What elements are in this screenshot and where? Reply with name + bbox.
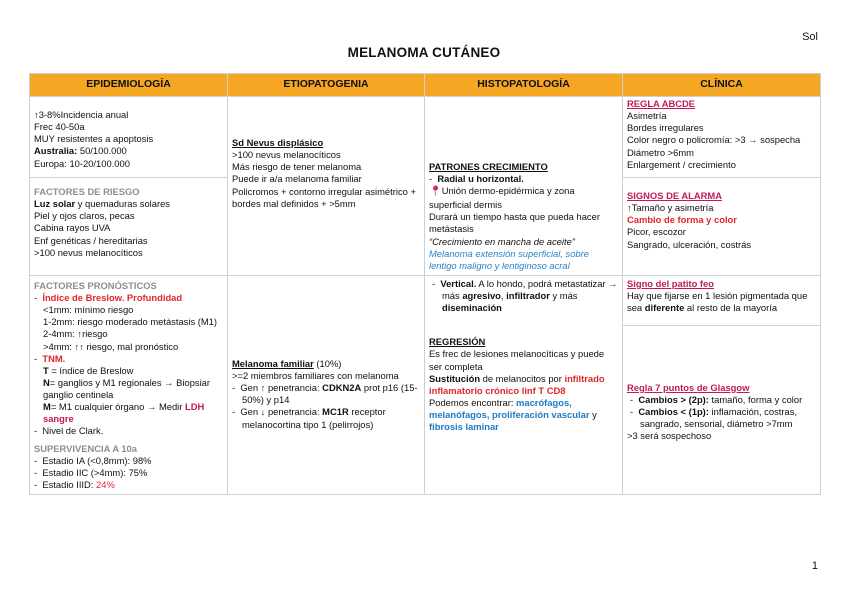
etio-gen2-rest: receptor melanocortina tipo 1 (pelirrojos) [242, 406, 386, 430]
etio-mf-title: Melanoma familiar [232, 357, 314, 369]
header-epidemiologia: EPIDEMIOLOGÍA [30, 74, 228, 97]
row-bottom [30, 275, 821, 325]
epi-sv2: Estadio IIC (>4mm): 75% [42, 466, 148, 478]
epi-breslow: - Índice de Breslow. Profundidad [34, 292, 183, 304]
etio-gen2: Gen ↓ penetrancia: [240, 406, 323, 418]
epi-line: ↑3-8%Incidencia anual [34, 109, 129, 120]
epi-sv3-value: 24% [96, 478, 115, 490]
etio-mf-heading [232, 358, 420, 370]
epi-tnm: - TNM. [34, 352, 66, 364]
histo-line: Durará un tiempo hasta que pueda hacer metástasis [429, 211, 600, 235]
histo-vertical-label: Vertical. [440, 277, 477, 289]
cell-epi-riesgo [30, 178, 228, 276]
clin-sa-title: SIGNOS DE ALARMA [627, 190, 722, 202]
clin-pf-desc: Hay que fijarse en 1 lesión pigmentada que sea [627, 290, 808, 314]
etio-sd-title: Sd Nevus displásico [232, 137, 324, 148]
histo-sust-rest: de melanocitos por [480, 372, 565, 384]
epi-clark: - Nivel de Clark. [34, 425, 104, 437]
row-top [30, 97, 821, 178]
histo-infiltrado: infiltrado inflamatorio crónico linf T CD8 [429, 372, 605, 396]
epi-luz-solar-rest: y quemaduras solares [75, 198, 170, 210]
page-title: MELANOMA CUTÁNEO [347, 45, 501, 60]
clin-line: Picor, escozor [627, 226, 686, 238]
epi-sv1: Estadio IA (<0,8mm): 98% [42, 454, 152, 466]
clin-line: ↑Tamaño y asimetría [627, 202, 714, 214]
epi-line: 2-4mm: ↑riesgo [43, 328, 108, 340]
etio-gen1-rest: prot p16 (15-50%) y p14 [242, 382, 418, 406]
histo-line: Es frec de lesiones melanocíticas y puede ser completa [429, 348, 605, 372]
clin-pf-rest: al resto de la mayoría [684, 302, 778, 314]
histo-sustitucion: Sustitución [429, 372, 481, 384]
clin-line: Cambio de forma y color [627, 214, 737, 226]
cell-clin-alarma [623, 178, 821, 276]
epi-t-desc: = índice de Breslow [48, 364, 134, 376]
histo-radial: - Radial u horizontal. [429, 173, 524, 185]
histo-line: Melanoma extensión superficial, sobre lentigo maligno y lentiginoso acral [429, 247, 589, 271]
clin-line: Sangrado, ulceración, costrás [627, 238, 752, 250]
histo-line: “Crecimiento en mancha de aceite” [429, 235, 575, 247]
histo-agresivo: agresivo [462, 290, 501, 302]
clin-line: Asimetría [627, 110, 667, 122]
cell-epi-incidence [30, 97, 228, 178]
histo-reg-title: REGRESIÓN [429, 336, 486, 348]
epi-tnm-label: TNM. [42, 352, 66, 364]
clin-line: Diámetro >6mm [627, 146, 694, 158]
clin-gl2-desc: inflamación, costras, sangrado, sensorial, diámetro >7mm [640, 406, 797, 430]
histo-comma: , [500, 290, 507, 302]
epi-t-label: T [43, 364, 49, 376]
pin-icon: 📍︎ [429, 186, 442, 198]
histo-podemos: Podemos encontrar: [429, 396, 517, 408]
cell-clin-abcde [623, 97, 821, 178]
cell-clin-glasgow [623, 325, 821, 494]
clin-gl-item: - Cambios < (1p): inflamación, costras, sangrado, sensorial, diámetro >7mm [630, 406, 797, 430]
header-histopatologia: HISTOPATOLOGÍA [425, 74, 623, 97]
epi-n-desc: = ganglios y M1 regionales → Biopsiar ganglio centinela [43, 376, 211, 401]
epi-line: >4mm: ↑↑ riesgo, mal pronóstico [43, 340, 179, 352]
header-etiopatogenia: ETIOPATOGENIA [228, 74, 425, 97]
histo-vertical: - Vertical. A lo hondo, podrá metastatizar → más agresivo, infiltrador y más diseminación [432, 277, 618, 314]
epi-rf-title: FACTORES DE RIESGO [34, 186, 140, 198]
epi-sv3: Estadio IIID: [42, 478, 97, 490]
histo-pc-title: PATRONES CRECIMIENTO [429, 161, 548, 172]
epi-ldh: LDH sangre [43, 401, 205, 425]
epi-line [34, 145, 223, 157]
epi-line: Enf genéticas / hereditarias [34, 234, 148, 246]
clin-line: Enlargement / crecimiento [627, 158, 736, 170]
clin-line: >3 será sospechoso [627, 430, 712, 442]
epi-line: 1-2mm: riesgo moderado metástasis (M1) [43, 316, 218, 328]
cell-histo-vertical [425, 275, 623, 494]
epi-m-label: M [43, 401, 51, 413]
etio-line: Policromos + contorno irregular asimétrico + bordes mal definidos + >5mm [232, 185, 416, 209]
etio-gen-item: - Gen ↑ penetrancia: CDKN2A prot p16 (15-50%) y p14 [232, 382, 418, 406]
cell-etio-nevus [228, 97, 425, 276]
epi-m-desc: = M1 cualquier órgano → Medir [50, 401, 185, 413]
epi-line: Cabina rayos UVA [34, 222, 111, 234]
epi-sv-item: - Estadio IIID: 24% [34, 478, 115, 490]
clin-gl1-label: Cambios > (2p): [638, 393, 709, 405]
clin-gl1-desc: tamaño, forma y color [708, 393, 803, 405]
etio-gen1: Gen ↑ penetrancia: [240, 382, 323, 394]
etio-cdkn2a: CDKN2A [322, 382, 362, 394]
cell-clin-patito [623, 275, 821, 325]
epi-line: Piel y ojos claros, pecas [34, 210, 135, 222]
epi-line [34, 198, 223, 210]
header-row [30, 74, 821, 97]
epi-profundidad: Profundidad [124, 292, 183, 304]
epi-australia-value: 50/100.000 [77, 145, 127, 157]
clin-gl-title: Regla 7 puntos de Glasgow [627, 381, 750, 393]
epi-sv-title: SUPERVIVENCIA A 10a [34, 442, 137, 454]
clin-line [627, 290, 816, 314]
epi-clark-label: Nivel de Clark. [42, 425, 104, 437]
epi-sv-item: - Estadio IA (<0,8mm): 98% [34, 454, 152, 466]
histo-radial-label: Radial u horizontal. [437, 173, 524, 185]
epi-line: Europa: 10-20/100.000 [34, 157, 130, 169]
epi-line: >100 nevus melanocíticos [34, 246, 143, 258]
clin-line: Bordes irregulares [627, 122, 704, 134]
histo-radial-desc: Unión dermo-epidérmica y zona superficial dermis [429, 185, 575, 211]
clin-line: Color negro o policromía: >3 → sospecha [627, 134, 801, 146]
epi-line: MUY resistentes a apoptosis [34, 133, 154, 145]
histo-fibrosis: fibrosis laminar [429, 421, 499, 433]
histo-diseminacion: diseminación [442, 302, 502, 314]
epi-line [34, 401, 223, 425]
clin-abcde-title: REGLA ABCDE [627, 98, 696, 109]
epi-breslow-label: Índice de Breslow. [42, 292, 125, 304]
author-name: Sol [802, 31, 818, 43]
etio-line: Más riesgo de tener melanoma [232, 161, 362, 173]
etio-gen-item: - Gen ↓ penetrancia: MC1R receptor melanocortina tipo 1 (pelirrojos) [232, 406, 386, 430]
epi-luz-solar: Luz solar [34, 198, 76, 210]
page-number: 1 [811, 560, 818, 572]
epi-sv-item: - Estadio IIC (>4mm): 75% [34, 466, 148, 478]
histo-y: y [589, 409, 597, 421]
epi-australia-label: Australia: [34, 145, 78, 157]
etio-line: >=2 miembros familiares con melanoma [232, 370, 399, 382]
epi-n-label: N [43, 376, 50, 388]
histo-vertical-desc: A lo hondo, podrá metastatizar → más [442, 277, 618, 302]
histo-ymas: y más [549, 290, 578, 302]
epi-fp-title: FACTORES PRONÓSTICOS [34, 279, 157, 291]
cell-etio-familiar [228, 275, 425, 494]
histo-line [429, 373, 618, 397]
etio-line: Puede ir a/a melanoma familiar [232, 173, 362, 185]
epi-line [34, 365, 223, 377]
clin-pf-title: Signo del patito feo [627, 277, 714, 289]
header-clinica: CLÍNICA [623, 74, 821, 97]
clin-gl2-label: Cambios < (1p): [638, 406, 709, 418]
epi-line: Frec 40-50a [34, 121, 85, 133]
histo-line [429, 185, 618, 211]
etio-mf-pct: (10%) [313, 357, 342, 369]
cell-histo-patrones [425, 97, 623, 276]
epi-line: <1mm: mínimo riesgo [43, 304, 134, 316]
histo-macrofagos: macrófagos, melanófagos, proliferación vascular [429, 396, 590, 421]
etio-mc1r: MC1R [322, 406, 349, 418]
histo-line [429, 397, 618, 433]
summary-table [29, 73, 821, 495]
clin-gl-item: - Cambios > (2p): tamaño, forma y color [630, 393, 803, 405]
histo-infiltrador: infiltrador [506, 290, 550, 302]
clin-pf-diferente: diferente [644, 302, 685, 314]
epi-line [34, 377, 223, 401]
cell-epi-pronostico [30, 275, 228, 494]
etio-line: >100 nevus melanocíticos [232, 149, 341, 161]
